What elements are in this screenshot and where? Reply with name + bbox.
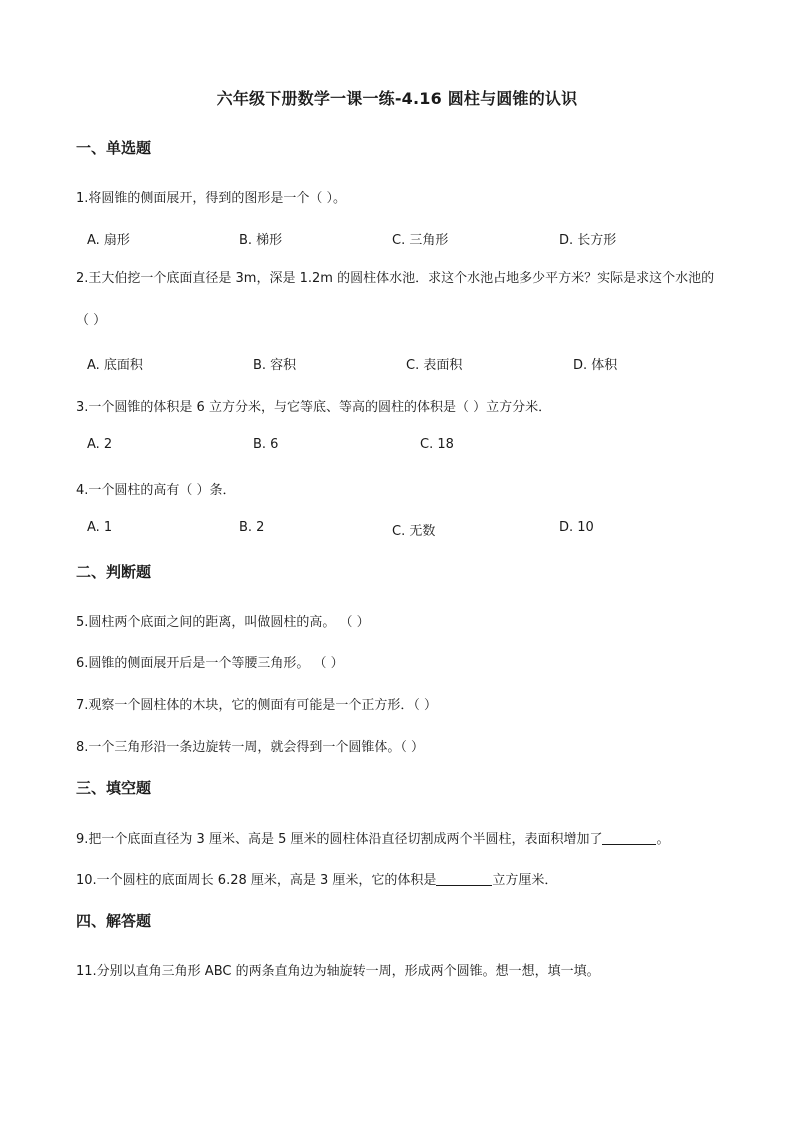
q9-answer-blank[interactable]	[602, 830, 656, 845]
q10-text-end: 立方厘米．	[492, 873, 558, 888]
question-10	[76, 869, 557, 888]
q1-option-a[interactable]: A. 扇形	[87, 233, 130, 248]
page-title: 六年级下册数学一课一练-4.16 圆柱与圆锥的认识	[216, 89, 578, 108]
question-4: 4.一个圆柱的高有（ ）条．	[76, 483, 236, 498]
question-1: 1.将圆锥的侧面展开，得到的图形是一个（ ）。	[76, 191, 347, 206]
question-6: 6.圆锥的侧面展开后是一个等腰三角形。 （ ）	[76, 656, 344, 671]
q3-option-a[interactable]: A. 2	[87, 437, 113, 452]
q4-option-a[interactable]: A. 1	[87, 520, 113, 535]
q10-answer-blank[interactable]	[436, 871, 492, 886]
question-3: 3.一个圆锥的体积是 6 立方分米，与它等底、等高的圆柱的体积是（ ）立方分米．	[76, 400, 552, 415]
question-2: 2.王大伯挖一个底面直径是 3m，深是 1.2m 的圆柱体水池．求这个水池占地多少平方米？实际是求这个水池的（ ）	[76, 271, 715, 328]
section-heading-true-false: 二、判断题	[76, 563, 152, 581]
question-9	[76, 828, 670, 847]
q2-option-a[interactable]: A. 底面积	[87, 358, 143, 373]
question-5: 5.圆柱两个底面之间的距离，叫做圆柱的高。 （ ）	[76, 615, 370, 630]
q10-text: 10.一个圆柱的底面周长 6.28 厘米，高是 3 厘米，它的体积是	[76, 873, 437, 888]
q2-option-b[interactable]: B. 容积	[253, 358, 297, 373]
q9-text-end: 。	[656, 832, 670, 847]
q2-option-d[interactable]: D. 体积	[573, 358, 618, 373]
question-7: 7.观察一个圆柱体的木块，它的侧面有可能是一个正方形．（ ）	[76, 698, 438, 713]
q1-option-d[interactable]: D. 长方形	[559, 233, 617, 248]
section-heading-solve: 四、解答题	[76, 912, 152, 930]
q1-option-b[interactable]: B. 梯形	[239, 233, 283, 248]
q2-option-c[interactable]: C. 表面积	[406, 358, 463, 373]
q3-option-c[interactable]: C. 18	[420, 437, 454, 452]
section-heading-single-choice: 一、单选题	[76, 139, 152, 157]
q4-option-c[interactable]: C. 无数	[392, 524, 436, 539]
question-11: 11.分别以直角三角形 ABC 的两条直角边为轴旋转一周，形成两个圆锥。想一想，填一填。	[76, 964, 600, 979]
q4-option-d[interactable]: D. 10	[559, 520, 594, 535]
q4-option-b[interactable]: B. 2	[239, 520, 265, 535]
q1-option-c[interactable]: C. 三角形	[392, 233, 449, 248]
q9-text: 9.把一个底面直径为 3 厘米、高是 5 厘米的圆柱体沿直径切割成两个半圆柱，表面积增加了	[76, 832, 603, 847]
q3-option-b[interactable]: B. 6	[253, 437, 279, 452]
section-heading-fill-blank: 三、填空题	[76, 779, 152, 797]
question-8: 8.一个三角形沿一条边旋转一周，就会得到一个圆锥体。（ ）	[76, 740, 425, 755]
